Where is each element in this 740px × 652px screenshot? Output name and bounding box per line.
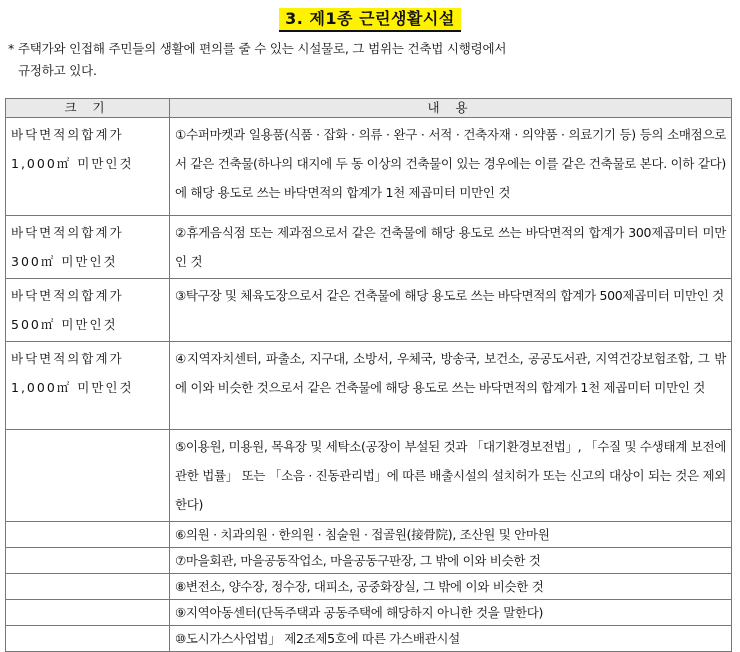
content-cell: ②휴게음식점 또는 제과점으로서 같은 건축물에 해당 용도로 쓰는 바닥면적의 합계가 300제곱미터 미만인 것 <box>170 216 732 279</box>
table-header-row <box>6 99 732 118</box>
content-cell: ③탁구장 및 체육도장으로서 같은 건축물에 해당 용도로 쓰는 바닥면적의 합계가 500제곱미터 미만인 것 <box>170 279 732 342</box>
content-cell: ⑦마을회관, 마을공동작업소, 마을공동구판장, 그 밖에 이와 비슷한 것 <box>170 548 732 574</box>
content-cell: ①수퍼마켓과 일용품(식품 · 잡화 · 의류 · 완구 · 서적 · 건축자재 · 의약품 · 의료기기 등) 등의 소매점으로서 같은 건축물(하나의 대지에 두 동 이상의 건축물이 있는 경우에는 이를 같은 건축물로 본다. 이하 같다)에 해당 용도로 쓰는 바닥면적의 합계가 1천 제곱미터 미만인 것 <box>170 118 732 216</box>
page-title: 3. 제1종 근린생활시설 <box>279 8 461 32</box>
table-row <box>6 548 732 574</box>
content-cell: ⑨지역아동센터(단독주택과 공동주택에 해당하지 아니한 것을 말한다) <box>170 600 732 626</box>
title-container <box>0 8 740 32</box>
content-cell: ⑥의원 · 치과의원 · 한의원 · 침술원 · 접골원(接骨院), 조산원 및 안마원 <box>170 522 732 548</box>
table-row <box>6 522 732 548</box>
size-cell-empty <box>6 522 170 548</box>
header-size: 크 기 <box>6 99 170 118</box>
table-row <box>6 626 732 652</box>
table-row <box>6 600 732 626</box>
size-line-2: 500㎡ 미만인것 <box>11 317 118 332</box>
table-row <box>6 574 732 600</box>
header-content: 내 용 <box>170 99 732 118</box>
table-row <box>6 118 732 216</box>
size-cell-empty <box>6 574 170 600</box>
size-line-1: 바닥면적의합계가 <box>11 225 124 240</box>
size-cell-empty <box>6 600 170 626</box>
table-row <box>6 430 732 522</box>
intro-line-1: * 주택가와 인접해 주민들의 생활에 편의를 줄 수 있는 시설물로, 그 범위는 건축법 시행령에서 <box>8 41 507 56</box>
table-row <box>6 342 732 430</box>
size-line-2: 300㎡ 미만인것 <box>11 254 118 269</box>
table-row <box>6 216 732 279</box>
content-cell: ⑩도시가스사업법」 제2조제5호에 따른 가스배관시설 <box>170 626 732 652</box>
table-row <box>6 279 732 342</box>
size-line-1: 바닥면적의합계가 <box>11 288 124 303</box>
size-cell-empty <box>6 626 170 652</box>
size-line-1: 바닥면적의합계가 <box>11 127 124 142</box>
size-line-2: 1,000㎡ 미만인것 <box>11 156 134 171</box>
content-cell: ④지역자치센터, 파출소, 지구대, 소방서, 우체국, 방송국, 보건소, 공공도서관, 지역건강보험조합, 그 밖에 이와 비슷한 것으로서 같은 건축물에 해당 용도로 쓰는 바닥면적의 합계가 1천 제곱미터 미만인 것 <box>170 342 732 430</box>
size-cell <box>6 118 170 216</box>
facility-table <box>5 98 732 652</box>
content-cell: ⑧변전소, 양수장, 정수장, 대피소, 공중화장실, 그 밖에 이와 비슷한 것 <box>170 574 732 600</box>
intro-line-2: 규정하고 있다. <box>18 63 97 78</box>
size-line-1: 바닥면적의합계가 <box>11 351 124 366</box>
size-cell <box>6 279 170 342</box>
intro-paragraph <box>8 38 732 82</box>
content-cell: ⑤이용원, 미용원, 목욕장 및 세탁소(공장이 부설된 것과 「대기환경보전법」, 「수질 및 수생태계 보전에 관한 법률」 또는 「소음 · 진동관리법」에 따른 배출시설의 설치허가 또는 신고의 대상이 되는 것은 제외한다) <box>170 430 732 522</box>
size-cell <box>6 216 170 279</box>
size-cell <box>6 342 170 430</box>
size-cell-empty <box>6 548 170 574</box>
size-line-2: 1,000㎡ 미만인것 <box>11 380 134 395</box>
size-cell-empty <box>6 430 170 522</box>
